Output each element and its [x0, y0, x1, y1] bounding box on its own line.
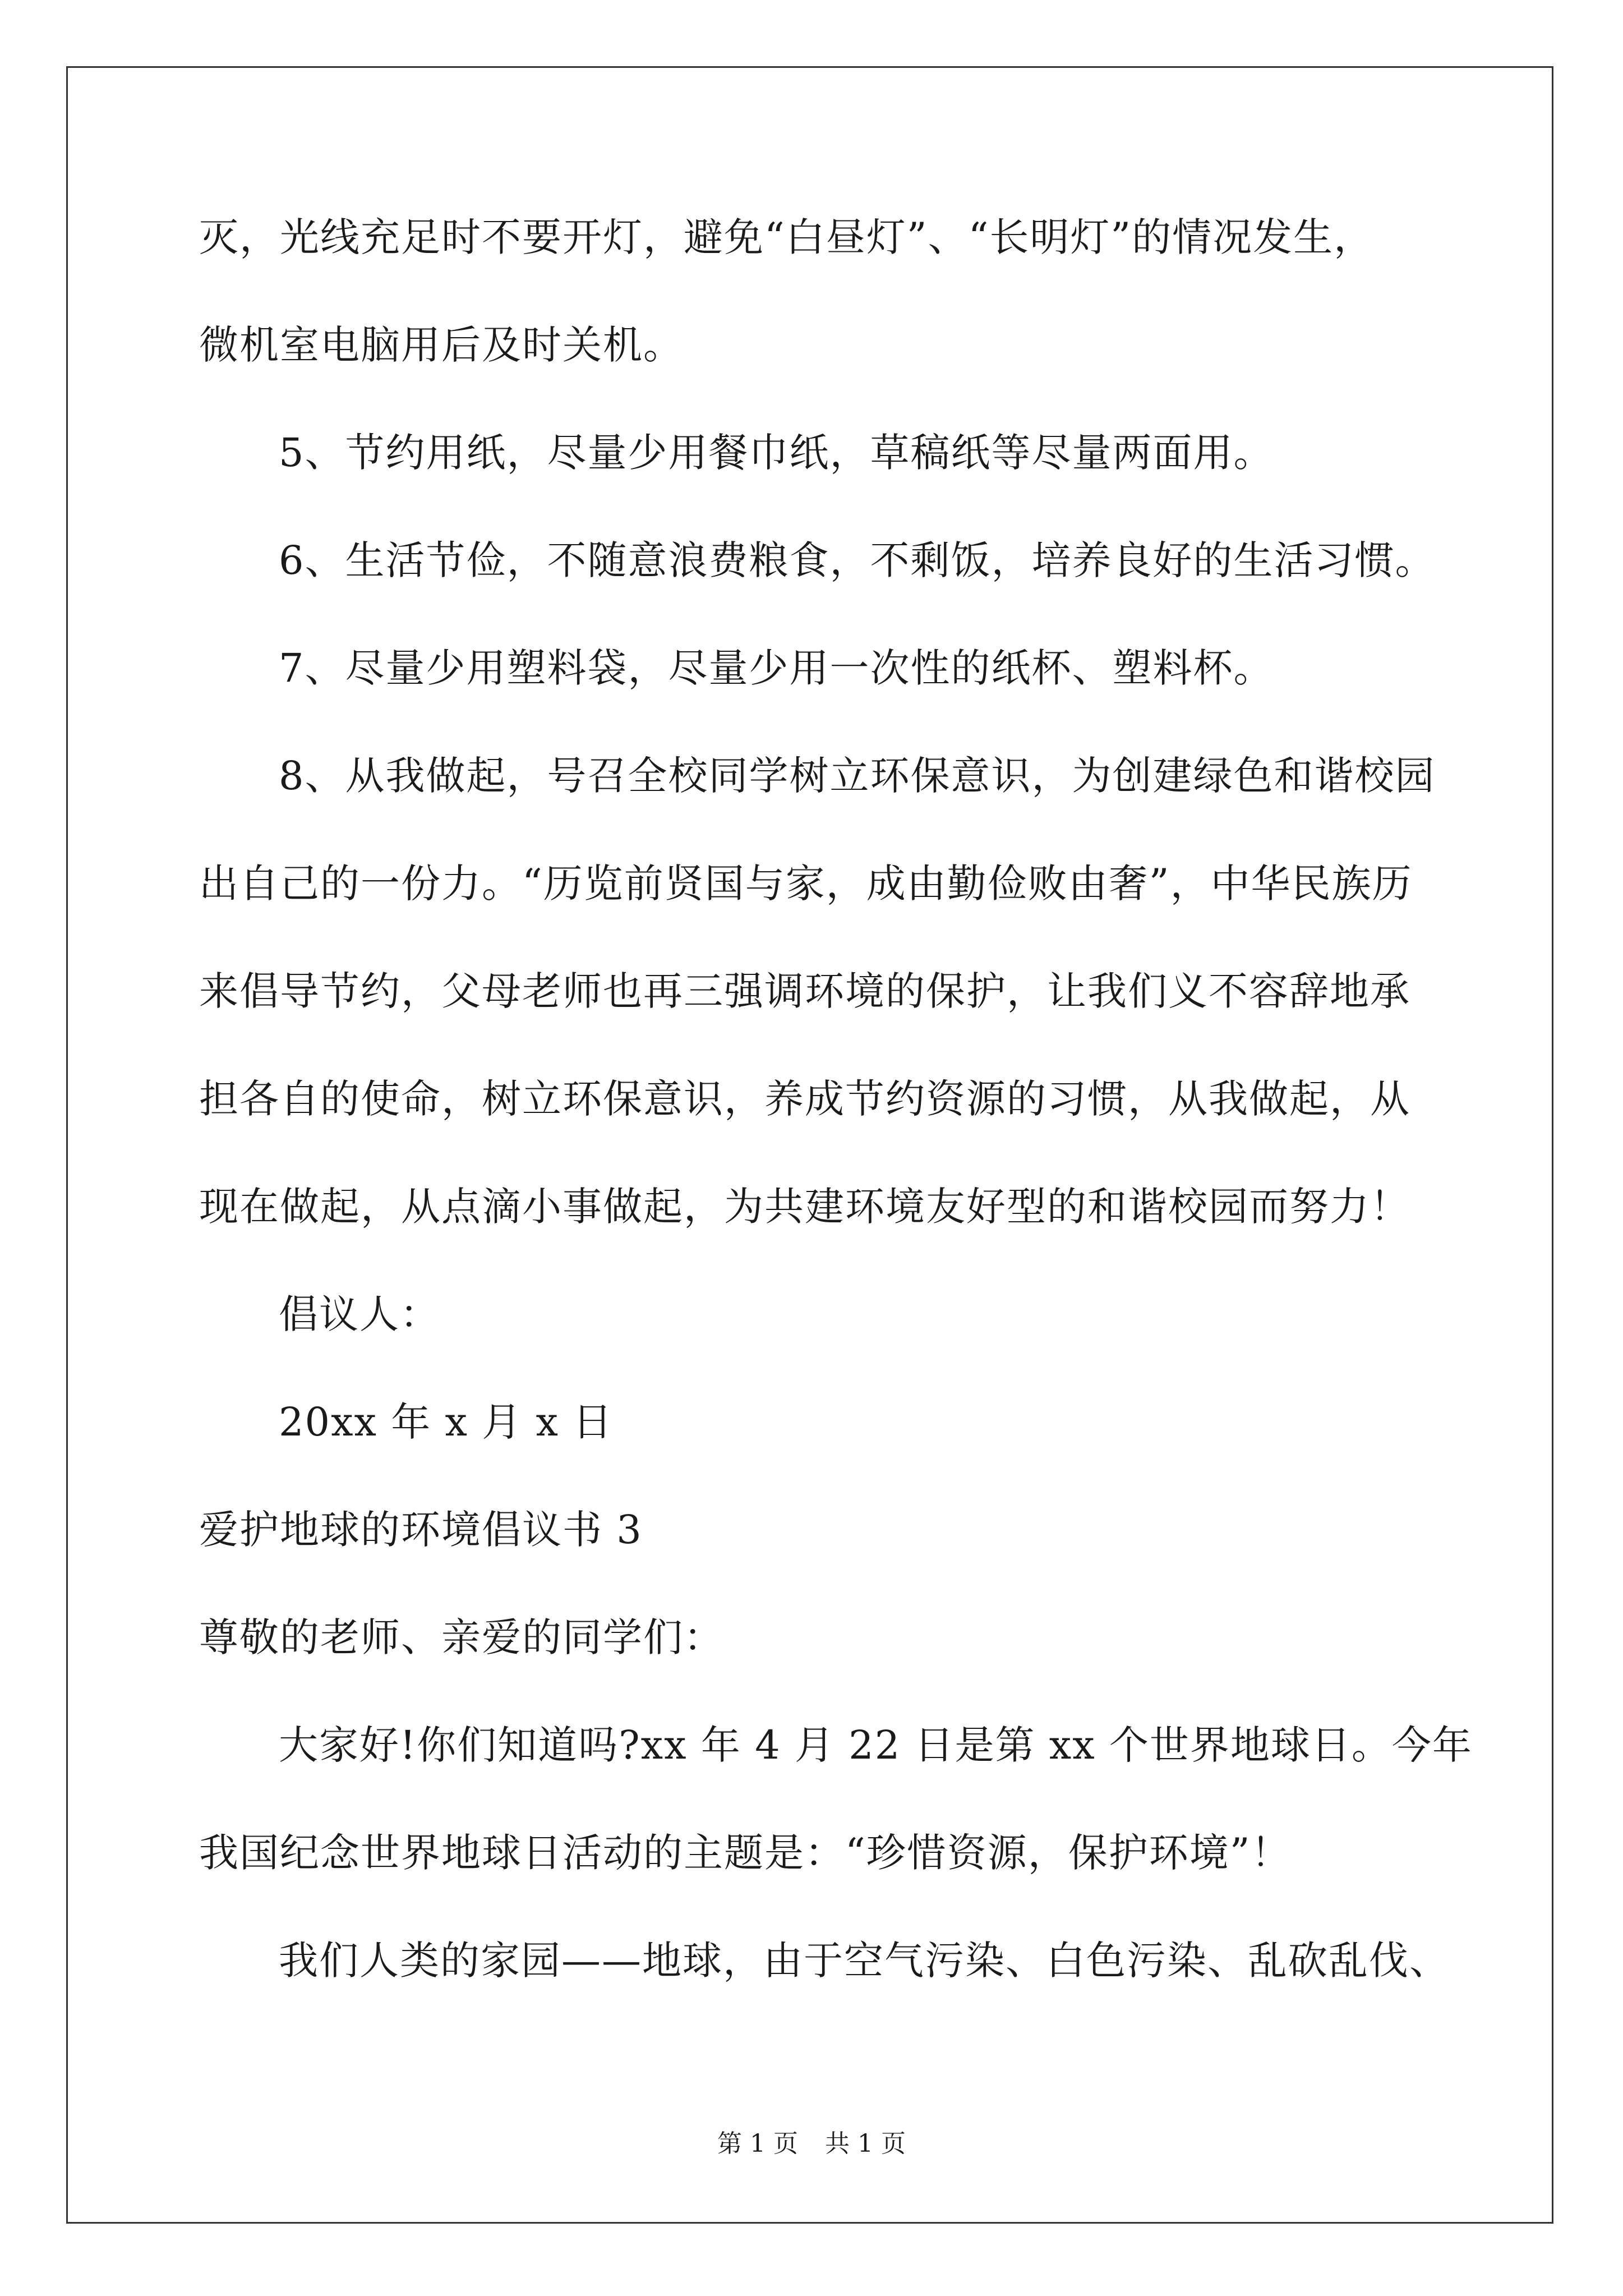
- text-line: 5、节约用纸，尽量少用餐巾纸，草稿纸等尽量两面用。: [279, 430, 1274, 476]
- salutation: 尊敬的老师、亲爱的同学们：: [199, 1614, 724, 1660]
- page-footer: [0, 2127, 1623, 2161]
- text-line: 我们人类的家园——地球，由于空气污染、白色污染、乱砍乱伐、: [279, 1938, 1450, 1984]
- date-line: 20xx 年 x 月 x 日: [279, 1399, 614, 1445]
- signatory-label: 倡议人：: [279, 1291, 440, 1337]
- text-line: 我国纪念世界地球日活动的主题是：“珍惜资源，保护环境”！: [199, 1830, 1292, 1876]
- text-line: 来倡导节约，父母老师也再三强调环境的保护，让我们义不容辞地承: [199, 968, 1410, 1014]
- text-line: 微机室电脑用后及时关机。: [199, 322, 684, 368]
- page-border: [66, 66, 1553, 2224]
- text-line: 8、从我做起，号召全校同学树立环保意识，为创建绿色和谐校园: [279, 753, 1436, 799]
- text-line: 现在做起，从点滴小事做起，为共建环境友好型的和谐校园而努力！: [199, 1184, 1410, 1230]
- page-total: 共 1 页: [825, 2129, 906, 2158]
- text-line: 6、生活节俭，不随意浪费粮食，不剩饭，培养良好的生活习惯。: [279, 537, 1436, 583]
- text-line: 大家好!你们知道吗?xx 年 4 月 22 日是第 xx 个世界地球日。今年: [279, 1722, 1473, 1768]
- text-line: 灭，光线充足时不要开灯，避免“白昼灯”、“长明灯”的情况发生，: [199, 214, 1375, 260]
- text-line: 7、尽量少用塑料袋，尽量少用一次性的纸杯、塑料杯。: [279, 645, 1274, 691]
- page-number: 第 1 页: [717, 2129, 798, 2158]
- text-line: 担各自的使命，树立环保意识，养成节约资源的习惯，从我做起，从: [199, 1076, 1410, 1122]
- text-line: 出自己的一份力。“历览前贤国与家，成由勤俭败由奢”，中华民族历: [199, 861, 1413, 907]
- section-title: 爱护地球的环境倡议书 3: [199, 1507, 643, 1553]
